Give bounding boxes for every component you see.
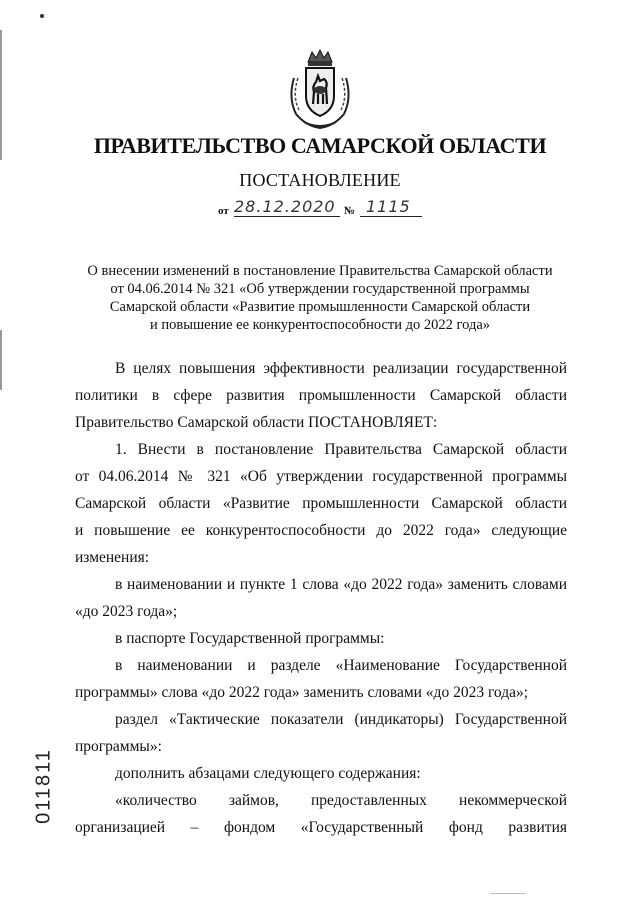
body-line: Самарской области «Развитие промышленности Самарской области (75, 495, 567, 512)
body-line: раздел «Тактические показатели (индикаторы) Государственной (115, 711, 567, 728)
body-line: В целях повышения эффективности реализации государственной (115, 360, 567, 377)
date-value: 28.12.2020 (234, 197, 336, 216)
date-prefix: от (218, 205, 229, 217)
body-line: политики в сфере развития промышленности Самарской области (75, 387, 567, 404)
body-line: и повышение ее конкурентоспособности до 2022 года» следующие (75, 522, 567, 539)
number-underline (360, 216, 422, 217)
body-line: изменения: (75, 549, 150, 566)
registration-number: 011811 (32, 748, 55, 824)
number-prefix: № (344, 205, 356, 217)
scan-edge-mark (0, 30, 2, 160)
date-underline (234, 216, 340, 217)
body-line: 1. Внести в постановление Правительства Самарской области (115, 441, 567, 458)
body-line: Правительство Самарской области ПОСТАНОВЛЯЕТ: (75, 414, 438, 431)
subject-line: Самарской области «Развитие промышленности Самарской области (109, 299, 531, 315)
document-body (75, 355, 567, 841)
scan-speck (40, 14, 44, 18)
body-line: программы»: (75, 738, 162, 755)
number-value: 1115 (366, 197, 411, 216)
samara-coat-of-arms-icon (284, 48, 356, 130)
document-subject (70, 262, 570, 334)
scan-edge-mark (0, 330, 2, 390)
subject-line: О внесении изменений в постановление Правительства Самарской области (87, 263, 553, 279)
body-line: «количество займов, предоставленных некоммерческой (115, 792, 567, 809)
body-line: «до 2023 года»; (75, 603, 178, 620)
body-line: в наименовании и пункте 1 слова «до 2022 года» заменить словами (115, 576, 567, 593)
subject-line: и повышение ее конкурентоспособности до 2022 года» (149, 317, 491, 333)
document-type: ПОСТАНОВЛЕНИЕ (239, 170, 401, 190)
body-line: организацией – фондом «Государственный фонд развития (75, 819, 567, 836)
body-line: программы» слова «до 2022 года» заменить словами «до 2023 года»; (75, 684, 529, 701)
body-line: в наименовании и разделе «Наименование Государственной (115, 657, 567, 674)
scan-edge-mark (490, 893, 526, 894)
body-line: от 04.06.2014 № 321 «Об утверждении государственной программы (75, 468, 567, 485)
subject-line: от 04.06.2014 № 321 «Об утверждении государственной программы (110, 281, 530, 297)
body-line: в паспорте Государственной программы: (115, 630, 385, 647)
government-title: ПРАВИТЕЛЬСТВО САМАРСКОЙ ОБЛАСТИ (93, 133, 547, 158)
body-line: дополнить абзацами следующего содержания: (115, 765, 421, 782)
